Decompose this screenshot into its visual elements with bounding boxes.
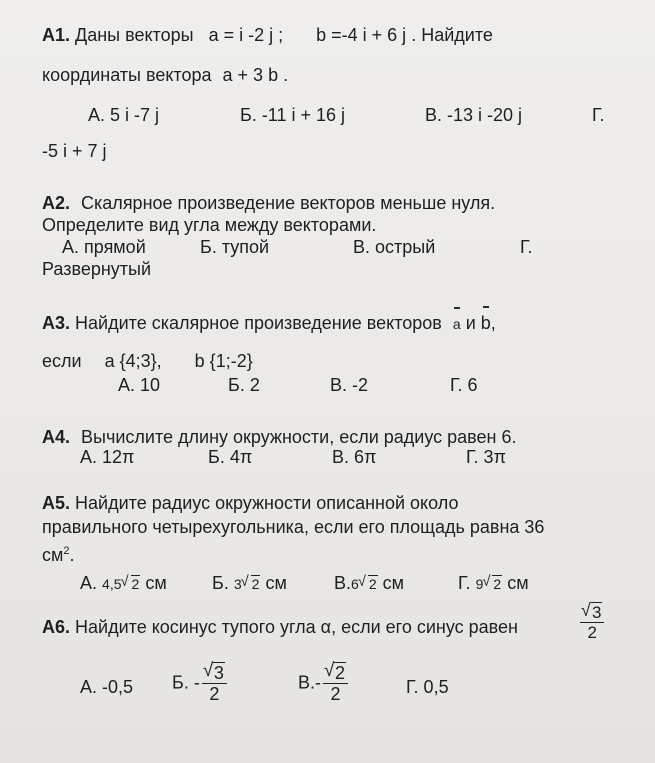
a6-option-a: А. -0,5: [80, 677, 134, 697]
a6-line1-text: Найдите косинус тупого угла α, если его синус равен: [75, 617, 518, 637]
a3-option-d: Г. 6: [450, 375, 478, 395]
a2-line1: [42, 192, 495, 214]
a6-option-c: [298, 664, 350, 703]
a4-option-a: А. 12π: [80, 447, 135, 467]
a5-option-a-unit: см: [145, 573, 167, 593]
a1-expression: a + 3 b .: [222, 65, 289, 85]
a5-unit-exponent: 2: [63, 545, 70, 557]
a5-option-b-coef: 3: [233, 576, 242, 592]
a1-line2: [42, 64, 288, 86]
a6-option-c-denominator: 2: [330, 684, 341, 704]
a1-line2-text: координаты вектора: [42, 65, 212, 85]
a2-line1-text: Скалярное произведение векторов меньше нуля.: [81, 193, 496, 213]
a3-option-b: Б. 2: [228, 375, 260, 395]
a3-vector-b: b: [480, 313, 491, 333]
a1-option-d-label: Г.: [592, 105, 605, 125]
a5-unit: см: [42, 545, 64, 565]
a6-option-d: Г. 0,5: [406, 677, 449, 697]
a3-vector-a: a: [453, 313, 461, 335]
a1-text-end: . Найдите: [411, 25, 493, 45]
a2-option-d-value: Развернутый: [42, 259, 152, 279]
a5-line1: [42, 492, 458, 514]
a6-option-b-sign: -: [193, 672, 200, 693]
a1-option-c: В. -13 i -20 j: [425, 105, 523, 125]
a6-line1: [42, 616, 518, 638]
a4-title: А4.: [42, 427, 71, 447]
a3-line1: [42, 312, 496, 335]
a5-option-b-unit: см: [265, 573, 287, 593]
a4-line1: [42, 426, 517, 448]
a5-option-b-label: Б.: [212, 573, 229, 593]
a6-option-c-sign: -: [315, 672, 322, 693]
a5-option-d-radicand: 2: [493, 576, 502, 592]
a6-sin-denominator: 2: [587, 623, 597, 642]
a4-line1-text: Вычислите длину окружности, если радиус равен 6.: [81, 427, 517, 447]
a6-option-b-denominator: 2: [209, 684, 220, 704]
a5-option-a-sqrt: [122, 573, 141, 595]
a5-line3: [42, 540, 75, 566]
a3-option-c: В. -2: [330, 375, 369, 395]
a1-option-d-value: -5 i + 7 j: [42, 141, 107, 161]
a5-line1-text: Найдите радиус окружности описанной около: [75, 493, 459, 513]
a5-option-c-sqrt: [359, 573, 378, 595]
a5-title: А5.: [42, 493, 71, 513]
a3-b-coords: b {1;-2}: [194, 351, 253, 371]
a5-option-d-unit: см: [507, 573, 529, 593]
a5-option-b: [212, 572, 287, 595]
a1-vector-b: b =-4 i + 6 j: [316, 25, 407, 45]
a2-title: А2.: [42, 193, 71, 213]
a2-option-d-label: Г.: [520, 237, 533, 257]
a6-option-c-label: В.: [298, 672, 316, 693]
a6-option-c-radicand: 2: [335, 663, 346, 683]
a1-title: А1.: [42, 25, 71, 45]
a6-sin-radicand: 3: [592, 603, 602, 622]
a3-a-coords: a {4;3},: [104, 351, 162, 371]
a5-option-d-coef: 9: [475, 576, 484, 592]
a2-option-c: В. острый: [353, 237, 436, 257]
a1-line1: [42, 24, 493, 46]
a5-option-a: [80, 572, 167, 595]
a5-option-a-radicand: 2: [131, 576, 140, 592]
a1-text-start: Даны векторы: [75, 25, 194, 45]
a3-line1-text: Найдите скалярное произведение векторов: [75, 313, 442, 333]
a5-option-c-radicand: 2: [368, 576, 377, 592]
a3-title: А3.: [42, 313, 71, 333]
a5-option-d: [458, 572, 529, 595]
a2-option-b: Б. тупой: [200, 237, 270, 257]
a5-option-b-radicand: 2: [251, 576, 260, 592]
a3-line2: [42, 350, 253, 372]
a5-option-c-unit: см: [382, 573, 404, 593]
a6-option-b: [172, 664, 229, 703]
a4-option-b: Б. 4π: [208, 447, 253, 467]
a5-option-a-label: А.: [80, 573, 98, 593]
a2-line2: Определите вид угла между векторами.: [42, 215, 377, 235]
a5-option-c: [334, 572, 404, 595]
a5-line2: правильного четырехугольника, если его площадь равна 36: [42, 517, 545, 537]
a5-line3-end: .: [69, 545, 75, 565]
a3-comma: ,: [490, 313, 496, 333]
a6-title: А6.: [42, 617, 71, 637]
a1-option-b: Б. -11 i + 16 j: [240, 105, 346, 125]
a6-sin-fraction: [578, 604, 606, 641]
a5-option-a-coef: 4,5: [102, 576, 122, 592]
a4-option-c: В. 6π: [332, 447, 377, 467]
a5-option-d-label: Г.: [458, 573, 471, 593]
a4-option-d: Г. 3π: [466, 447, 506, 467]
a3-option-a: А. 10: [118, 375, 161, 395]
a5-option-d-sqrt: [483, 573, 502, 595]
a3-if: если: [42, 351, 82, 371]
a1-option-a: А. 5 i -7 j: [88, 105, 160, 125]
a6-option-b-radicand: 3: [213, 663, 224, 683]
a1-vector-a: a = i -2 j ;: [208, 25, 284, 45]
a5-option-b-sqrt: [242, 573, 261, 595]
a2-option-a: А. прямой: [62, 237, 146, 257]
a5-option-c-coef: 6: [351, 576, 359, 592]
a6-option-b-label: Б.: [172, 672, 189, 693]
a3-conjunction: и: [465, 313, 476, 333]
a5-option-c-label: В.: [334, 573, 352, 593]
